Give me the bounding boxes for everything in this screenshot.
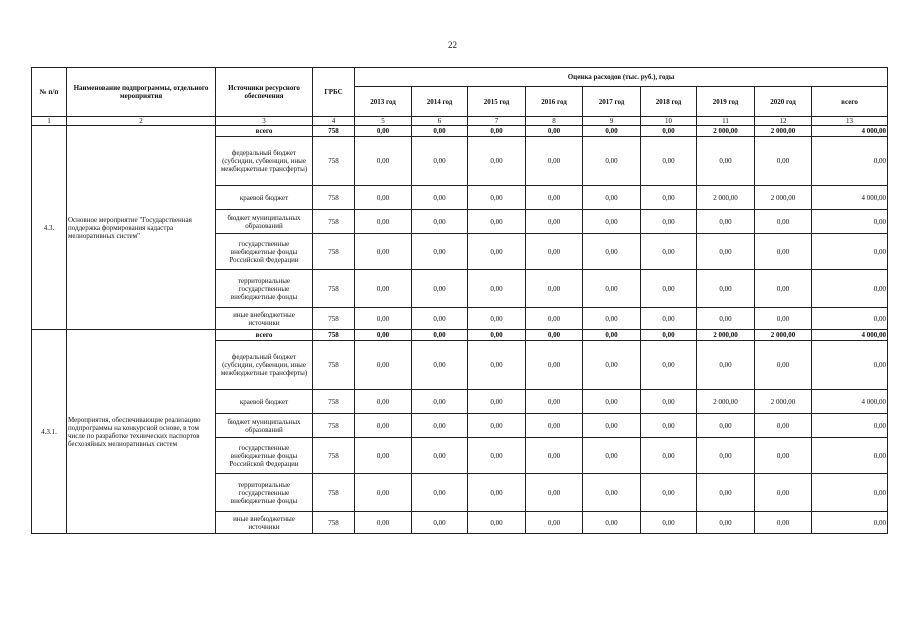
funding-source: всего <box>216 126 313 137</box>
header-column-numbers <box>32 117 888 126</box>
year-value: 0,00 <box>697 474 755 512</box>
total-value: 0,00 <box>812 210 888 234</box>
year-value: 0,00 <box>755 137 812 186</box>
year-value: 0,00 <box>697 308 755 330</box>
year-value: 0,00 <box>583 474 641 512</box>
funding-source: иные внебюджетные источники <box>216 308 313 330</box>
year-value: 0,00 <box>641 438 697 474</box>
year-value: 0,00 <box>697 341 755 390</box>
item-number: 4.3. <box>32 126 67 330</box>
item-name: Мероприятия, обеспечивающие реализацию подпрограммы на конкурсной основе, в том числе по разработке технических паспортов бесхозяйных мелиоративных систем <box>67 330 216 534</box>
year-value: 0,00 <box>526 390 583 414</box>
year-value: 0,00 <box>583 308 641 330</box>
year-value: 0,00 <box>412 474 468 512</box>
year-value: 0,00 <box>583 186 641 210</box>
total-value: 0,00 <box>812 270 888 308</box>
year-value: 0,00 <box>412 270 468 308</box>
year-value: 0,00 <box>526 341 583 390</box>
table-body <box>32 126 888 534</box>
year-value: 0,00 <box>526 137 583 186</box>
year-value: 0,00 <box>468 126 526 137</box>
year-value: 0,00 <box>355 474 412 512</box>
grbs-code: 758 <box>313 210 355 234</box>
column-number: 8 <box>526 117 583 126</box>
grbs-code: 758 <box>313 330 355 341</box>
year-value: 0,00 <box>697 270 755 308</box>
year-value: 0,00 <box>526 186 583 210</box>
column-number: 9 <box>583 117 641 126</box>
header-year: 2020 год <box>755 87 812 117</box>
year-value: 0,00 <box>355 126 412 137</box>
year-value: 0,00 <box>641 210 697 234</box>
grbs-code: 758 <box>313 137 355 186</box>
column-number: 5 <box>355 117 412 126</box>
year-value: 0,00 <box>526 330 583 341</box>
total-value: 0,00 <box>812 438 888 474</box>
year-value: 0,00 <box>412 341 468 390</box>
year-value: 0,00 <box>641 341 697 390</box>
grbs-code: 758 <box>313 390 355 414</box>
funding-source: краевой бюджет <box>216 186 313 210</box>
header-estimate: Оценка расходов (тыс. руб.), годы <box>355 68 888 87</box>
year-value: 0,00 <box>697 414 755 438</box>
year-value: 0,00 <box>468 414 526 438</box>
column-number: 4 <box>313 117 355 126</box>
grbs-code: 758 <box>313 414 355 438</box>
year-value: 0,00 <box>355 341 412 390</box>
header-name: Наименование подпрограммы, отдельного мероприятия <box>67 68 216 117</box>
header-source: Источники ресурсного обеспечения <box>216 68 313 117</box>
column-number: 10 <box>641 117 697 126</box>
year-value: 0,00 <box>355 512 412 534</box>
year-value: 0,00 <box>355 186 412 210</box>
year-value: 0,00 <box>526 308 583 330</box>
year-value: 0,00 <box>641 414 697 438</box>
header-year: 2013 год <box>355 87 412 117</box>
header-year: 2016 год <box>526 87 583 117</box>
year-value: 0,00 <box>755 341 812 390</box>
funding-source: краевой бюджет <box>216 390 313 414</box>
budget-table <box>31 67 888 534</box>
header-grbs: ГРБС <box>313 68 355 117</box>
year-value: 0,00 <box>412 126 468 137</box>
year-value: 0,00 <box>468 330 526 341</box>
year-value: 2 000,00 <box>697 186 755 210</box>
column-number: 7 <box>468 117 526 126</box>
header-year: 2015 год <box>468 87 526 117</box>
item-name: Основное мероприятие "Государственная поддержка формирования кадастра мелиоративных систем" <box>67 126 216 330</box>
year-value: 0,00 <box>412 186 468 210</box>
year-value: 0,00 <box>412 234 468 270</box>
year-value: 0,00 <box>468 186 526 210</box>
year-value: 0,00 <box>526 126 583 137</box>
grbs-code: 758 <box>313 308 355 330</box>
year-value: 0,00 <box>697 512 755 534</box>
total-value: 0,00 <box>812 512 888 534</box>
year-value: 0,00 <box>641 330 697 341</box>
funding-source: государственные внебюджетные фонды Российской Федерации <box>216 234 313 270</box>
column-number: 2 <box>67 117 216 126</box>
year-value: 0,00 <box>583 210 641 234</box>
year-value: 0,00 <box>641 234 697 270</box>
year-value: 2 000,00 <box>755 390 812 414</box>
year-value: 0,00 <box>468 137 526 186</box>
year-value: 0,00 <box>355 234 412 270</box>
header-year: всего <box>812 87 888 117</box>
grbs-code: 758 <box>313 474 355 512</box>
year-value: 0,00 <box>583 438 641 474</box>
year-value: 0,00 <box>755 210 812 234</box>
grbs-code: 758 <box>313 438 355 474</box>
year-value: 0,00 <box>412 137 468 186</box>
funding-source: иные внебюджетные источники <box>216 512 313 534</box>
total-value: 4 000,00 <box>812 330 888 341</box>
grbs-code: 758 <box>313 341 355 390</box>
funding-source: федеральный бюджет (субсидии, субвенции, иные межбюджетные трансферты) <box>216 341 313 390</box>
year-value: 0,00 <box>583 414 641 438</box>
year-value: 0,00 <box>583 330 641 341</box>
total-value: 4 000,00 <box>812 126 888 137</box>
year-value: 0,00 <box>583 341 641 390</box>
year-value: 0,00 <box>583 126 641 137</box>
total-value: 0,00 <box>812 414 888 438</box>
grbs-code: 758 <box>313 270 355 308</box>
year-value: 0,00 <box>355 270 412 308</box>
year-value: 0,00 <box>468 474 526 512</box>
year-value: 0,00 <box>641 186 697 210</box>
year-value: 0,00 <box>355 330 412 341</box>
year-value: 2 000,00 <box>697 390 755 414</box>
year-value: 0,00 <box>583 137 641 186</box>
year-value: 0,00 <box>526 210 583 234</box>
column-number: 13 <box>812 117 888 126</box>
year-value: 0,00 <box>697 438 755 474</box>
header-year: 2017 год <box>583 87 641 117</box>
year-value: 0,00 <box>526 414 583 438</box>
year-value: 0,00 <box>641 390 697 414</box>
year-value: 0,00 <box>641 126 697 137</box>
year-value: 0,00 <box>468 270 526 308</box>
funding-source: территориальные государственные внебюджетные фонды <box>216 270 313 308</box>
year-value: 0,00 <box>412 330 468 341</box>
total-value: 4 000,00 <box>812 390 888 414</box>
table-row <box>32 126 888 137</box>
year-value: 0,00 <box>355 438 412 474</box>
year-value: 0,00 <box>755 512 812 534</box>
year-value: 0,00 <box>755 438 812 474</box>
year-value: 0,00 <box>526 234 583 270</box>
year-value: 0,00 <box>641 270 697 308</box>
year-value: 0,00 <box>468 438 526 474</box>
year-value: 0,00 <box>755 270 812 308</box>
year-value: 2 000,00 <box>755 126 812 137</box>
year-value: 0,00 <box>583 234 641 270</box>
year-value: 0,00 <box>755 308 812 330</box>
header-no: № п/п <box>32 68 67 117</box>
item-number: 4.3.1. <box>32 330 67 534</box>
header-year: 2014 год <box>412 87 468 117</box>
year-value: 0,00 <box>697 137 755 186</box>
year-value: 0,00 <box>526 270 583 308</box>
header-year: 2018 год <box>641 87 697 117</box>
grbs-code: 758 <box>313 126 355 137</box>
grbs-code: 758 <box>313 234 355 270</box>
total-value: 0,00 <box>812 137 888 186</box>
year-value: 0,00 <box>355 414 412 438</box>
year-value: 0,00 <box>468 234 526 270</box>
year-value: 0,00 <box>355 390 412 414</box>
year-value: 0,00 <box>412 308 468 330</box>
year-value: 0,00 <box>412 414 468 438</box>
year-value: 2 000,00 <box>697 330 755 341</box>
year-value: 0,00 <box>468 390 526 414</box>
page-number: 22 <box>448 40 457 50</box>
column-number: 6 <box>412 117 468 126</box>
year-value: 2 000,00 <box>755 186 812 210</box>
year-value: 0,00 <box>468 308 526 330</box>
year-value: 0,00 <box>355 137 412 186</box>
total-value: 0,00 <box>812 308 888 330</box>
funding-source: бюджет муниципальных образований <box>216 414 313 438</box>
year-value: 2 000,00 <box>755 330 812 341</box>
column-number: 3 <box>216 117 313 126</box>
year-value: 0,00 <box>697 234 755 270</box>
total-value: 0,00 <box>812 341 888 390</box>
year-value: 0,00 <box>641 137 697 186</box>
funding-source: территориальные государственные внебюджетные фонды <box>216 474 313 512</box>
column-number: 1 <box>32 117 67 126</box>
year-value: 0,00 <box>583 390 641 414</box>
year-value: 0,00 <box>526 474 583 512</box>
year-value: 0,00 <box>412 210 468 234</box>
year-value: 0,00 <box>526 512 583 534</box>
year-value: 2 000,00 <box>697 126 755 137</box>
year-value: 0,00 <box>468 512 526 534</box>
total-value: 4 000,00 <box>812 186 888 210</box>
column-number: 11 <box>697 117 755 126</box>
total-value: 0,00 <box>812 234 888 270</box>
year-value: 0,00 <box>468 210 526 234</box>
year-value: 0,00 <box>412 512 468 534</box>
total-value: 0,00 <box>812 474 888 512</box>
year-value: 0,00 <box>755 474 812 512</box>
funding-source: федеральный бюджет (субсидии, субвенции, иные межбюджетные трансферты) <box>216 137 313 186</box>
funding-source: бюджет муниципальных образований <box>216 210 313 234</box>
grbs-code: 758 <box>313 512 355 534</box>
header-year: 2019 год <box>697 87 755 117</box>
year-value: 0,00 <box>755 234 812 270</box>
year-value: 0,00 <box>697 210 755 234</box>
year-value: 0,00 <box>755 414 812 438</box>
year-value: 0,00 <box>641 474 697 512</box>
year-value: 0,00 <box>355 210 412 234</box>
funding-source: государственные внебюджетные фонды Российской Федерации <box>216 438 313 474</box>
column-number: 12 <box>755 117 812 126</box>
year-value: 0,00 <box>526 438 583 474</box>
year-value: 0,00 <box>412 438 468 474</box>
grbs-code: 758 <box>313 186 355 210</box>
year-value: 0,00 <box>468 341 526 390</box>
funding-source: всего <box>216 330 313 341</box>
table-row <box>32 330 888 341</box>
year-value: 0,00 <box>583 270 641 308</box>
year-value: 0,00 <box>583 512 641 534</box>
year-value: 0,00 <box>641 308 697 330</box>
year-value: 0,00 <box>412 390 468 414</box>
year-value: 0,00 <box>355 308 412 330</box>
year-value: 0,00 <box>641 512 697 534</box>
